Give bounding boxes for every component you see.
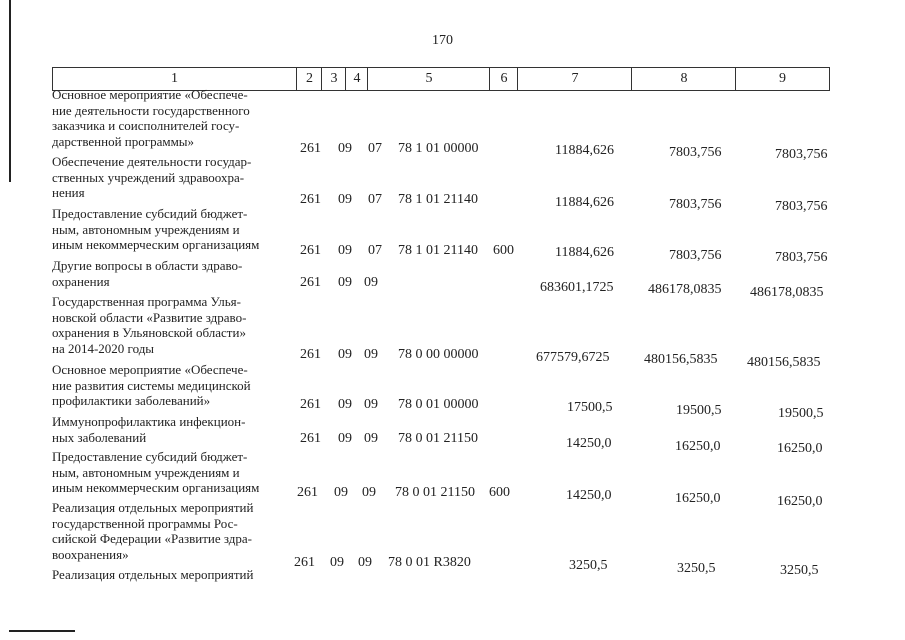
cell-amount-1: 677579,6725 <box>536 350 610 365</box>
cell-expense-type: 600 <box>493 243 514 258</box>
cell-amount-2: 7803,756 <box>669 197 722 212</box>
cell-chapter: 261 <box>300 243 321 258</box>
header-col-6: 6 <box>489 68 518 90</box>
cell-section: 09 <box>338 347 352 362</box>
cell-chapter: 261 <box>300 397 321 412</box>
cell-amount-3: 16250,0 <box>777 494 823 509</box>
cell-amount-3: 7803,756 <box>775 250 828 265</box>
cell-chapter: 261 <box>294 555 315 570</box>
cell-amount-1: 683601,1725 <box>540 280 614 295</box>
cell-amount-2: 16250,0 <box>675 439 721 454</box>
cell-amount-1: 3250,5 <box>569 558 608 573</box>
header-col-8: 8 <box>631 68 736 90</box>
cell-chapter: 261 <box>300 431 321 446</box>
cell-target-code: 78 0 01 00000 <box>398 397 479 412</box>
row-description: Основное мероприятие «Обеспече- ние деятельности государственного заказчика и соисполнителей госу- дарственной программы» <box>52 87 250 149</box>
row-description: Реализация отдельных мероприятий государственной программы Рос- сийской Федерации «Развитие здра- воохранения» <box>52 500 254 562</box>
header-col-3: 3 <box>321 68 346 90</box>
header-col-2: 2 <box>296 68 322 90</box>
header-col-5: 5 <box>367 68 490 90</box>
cell-amount-1: 14250,0 <box>566 488 612 503</box>
cell-amount-3: 19500,5 <box>778 406 824 421</box>
cell-amount-2: 16250,0 <box>675 491 721 506</box>
row-description: Предоставление субсидий бюджет- ным, автономным учреждениям и иным некоммерческим организациям <box>52 206 260 252</box>
cell-amount-2: 480156,5835 <box>644 352 718 367</box>
cell-target-code: 78 1 01 21140 <box>398 243 478 258</box>
cell-subsection: 09 <box>364 347 378 362</box>
cell-section: 09 <box>338 243 352 258</box>
header-col-4: 4 <box>345 68 368 90</box>
header-col-7: 7 <box>517 68 632 90</box>
cell-subsection: 07 <box>368 192 382 207</box>
cell-chapter: 261 <box>300 192 321 207</box>
header-col-9: 9 <box>735 68 829 90</box>
row-description: Иммунопрофилактика инфекцион- ных заболеваний <box>52 414 246 445</box>
cell-section: 09 <box>334 485 348 500</box>
header-col-1: 1 <box>171 71 178 86</box>
cell-target-code: 78 0 00 00000 <box>398 347 479 362</box>
cell-target-code: 78 0 01 21150 <box>395 485 475 500</box>
cell-amount-2: 3250,5 <box>677 561 716 576</box>
cell-target-code: 78 1 01 00000 <box>398 141 479 156</box>
cell-subsection: 09 <box>364 431 378 446</box>
row-description: Обеспечение деятельности государ- ственных учреждений здравоохра- нения <box>52 154 252 200</box>
cell-amount-1: 11884,626 <box>555 195 614 210</box>
cell-amount-2: 7803,756 <box>669 145 722 160</box>
cell-target-code: 78 1 01 21140 <box>398 192 478 207</box>
cell-section: 09 <box>338 397 352 412</box>
cell-chapter: 261 <box>297 485 318 500</box>
cell-chapter: 261 <box>300 347 321 362</box>
cell-amount-1: 11884,626 <box>555 143 614 158</box>
cell-amount-3: 16250,0 <box>777 441 823 456</box>
cell-amount-3: 7803,756 <box>775 147 828 162</box>
cell-subsection: 07 <box>368 243 382 258</box>
cell-target-code: 78 0 01 R3820 <box>388 555 471 570</box>
cell-amount-1: 11884,626 <box>555 245 614 260</box>
cell-amount-2: 19500,5 <box>676 403 722 418</box>
cell-amount-2: 486178,0835 <box>648 282 722 297</box>
cell-amount-1: 17500,5 <box>567 400 613 415</box>
cell-amount-1: 14250,0 <box>566 436 612 451</box>
cell-subsection: 09 <box>358 555 372 570</box>
cell-section: 09 <box>338 275 352 290</box>
cell-expense-type: 600 <box>489 485 510 500</box>
footnote-rule <box>9 630 75 632</box>
cell-subsection: 09 <box>364 275 378 290</box>
row-description: Предоставление субсидий бюджет- ным, автономным учреждениям и иным некоммерческим организациям <box>52 449 260 495</box>
left-margin-rule <box>9 0 11 182</box>
cell-section: 09 <box>338 141 352 156</box>
page-number: 170 <box>432 33 453 48</box>
cell-section: 09 <box>330 555 344 570</box>
cell-amount-2: 7803,756 <box>669 248 722 263</box>
cell-target-code: 78 0 01 21150 <box>398 431 478 446</box>
row-description: Государственная программа Улья- новской области «Развитие здраво- охранения в Ульяновской области» на 2014-2020 годы <box>52 294 247 356</box>
cell-subsection: 07 <box>368 141 382 156</box>
cell-chapter: 261 <box>300 141 321 156</box>
cell-chapter: 261 <box>300 275 321 290</box>
cell-subsection: 09 <box>364 397 378 412</box>
cell-subsection: 09 <box>362 485 376 500</box>
cell-section: 09 <box>338 431 352 446</box>
cell-amount-3: 486178,0835 <box>750 285 824 300</box>
cell-amount-3: 3250,5 <box>780 563 819 578</box>
cell-amount-3: 480156,5835 <box>747 355 821 370</box>
row-description: Другие вопросы в области здраво- охранения <box>52 258 243 289</box>
cell-amount-3: 7803,756 <box>775 199 828 214</box>
row-description: Реализация отдельных мероприятий <box>52 567 254 582</box>
row-description: Основное мероприятие «Обеспече- ние развития системы медицинской профилактики заболеваний» <box>52 362 251 408</box>
cell-section: 09 <box>338 192 352 207</box>
